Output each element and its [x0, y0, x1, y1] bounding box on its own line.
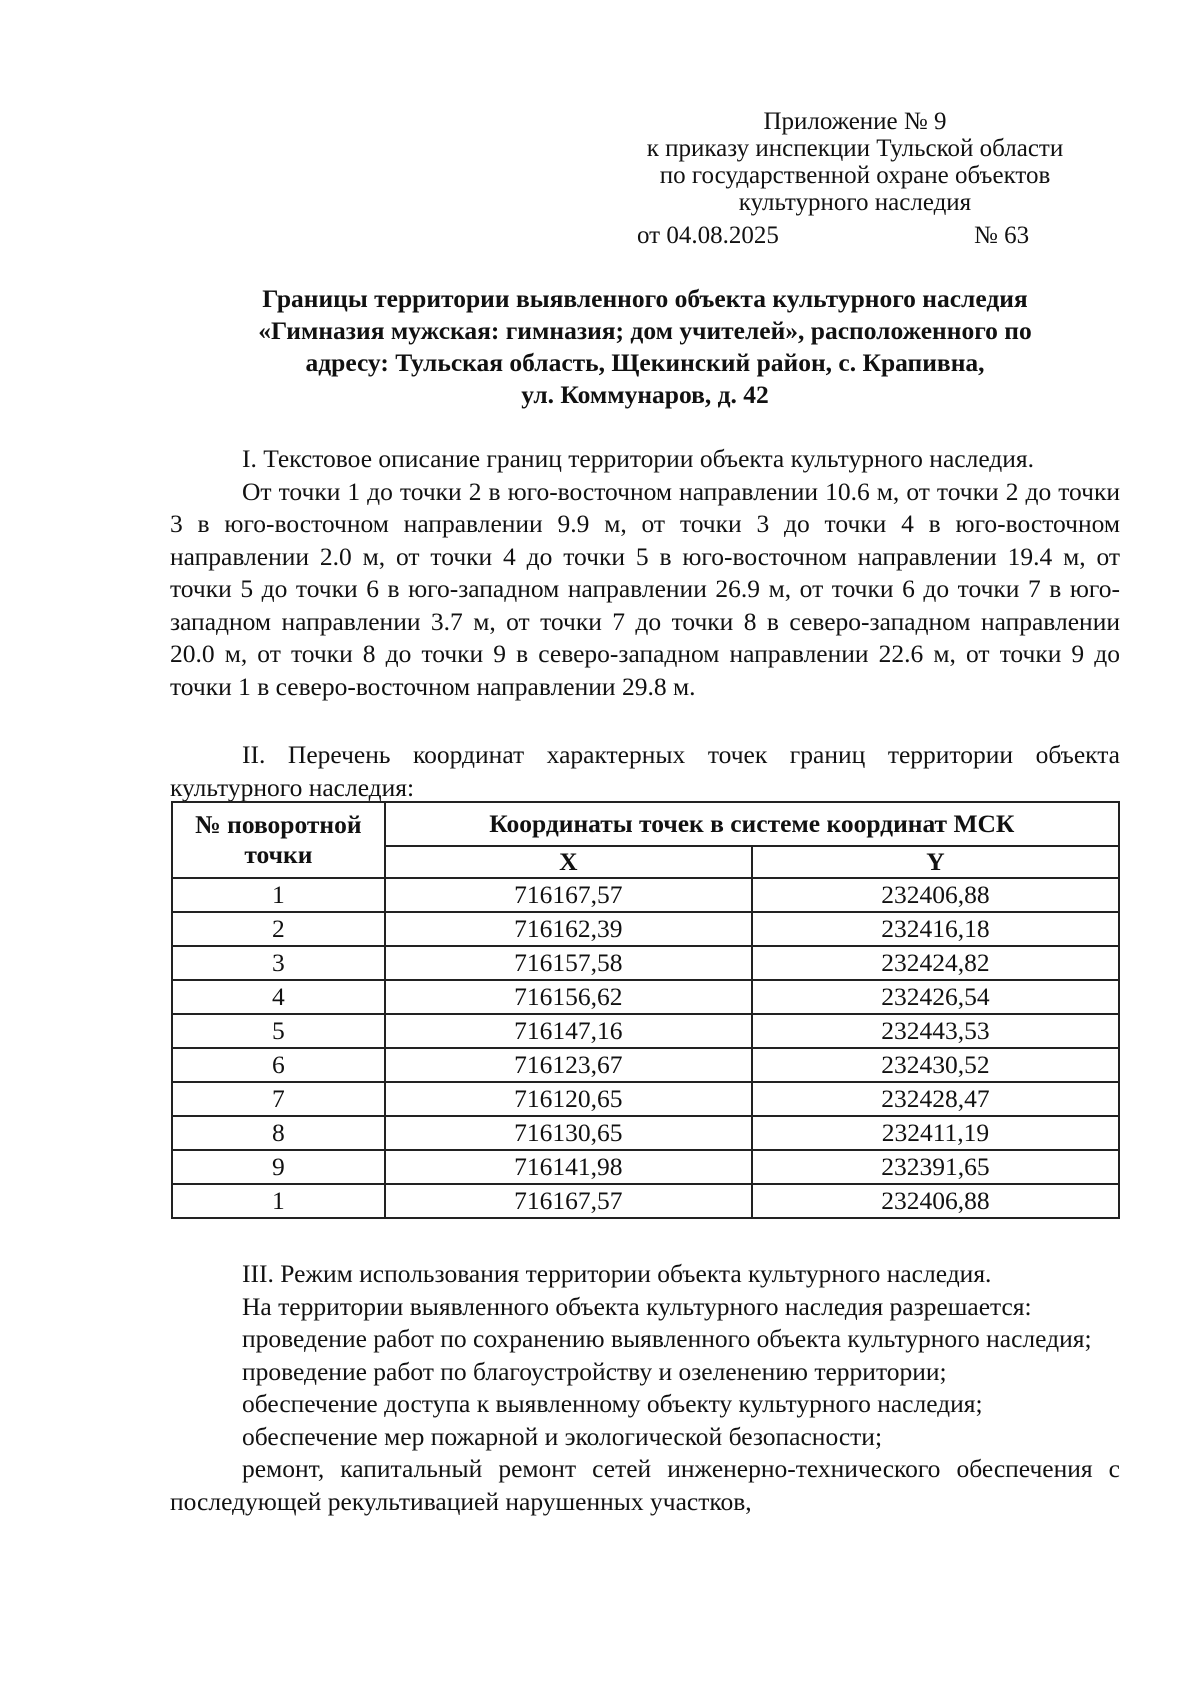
table-row [172, 912, 1119, 946]
section-1-text: От точки 1 до точки 2 в юго-восточном направлении 10.6 м, от точки 2 до точки 3 в юго-восточном направлении 9.9 м, от точки 3 до точки 4 в юго-восточном направлении 2.0 м, от точки 4 до точки 5 в юго-восточном направлении 19.4 м, от точки 5 до точки 6 в юго-западном направлении 26.9 м, от точки 6 до точки 7 в юго-западном направлении 3.7 м, от точки 7 до точки 8 в северо-западном направлении 20.0 м, от точки 8 до точки 9 в северо-западном направлении 22.6 м, от точки 9 до точки 1 в северо-восточном направлении 29.8 м. [170, 476, 1120, 701]
point-number: 8 [172, 1116, 385, 1150]
section-1 [170, 443, 1120, 703]
appendix-number: Приложение № 9 [763, 108, 947, 135]
point-number: 2 [172, 912, 385, 946]
coord-y: 232428,47 [752, 1082, 1119, 1116]
point-number: 6 [172, 1048, 385, 1082]
document-title [170, 283, 1120, 411]
section-2 [170, 739, 1120, 804]
col-header-point: № поворотной точки [172, 802, 385, 878]
table-row [172, 946, 1119, 980]
section-3-heading: III. Режим использования территории объекта культурного наследия. [242, 1259, 992, 1288]
point-number: 5 [172, 1014, 385, 1048]
table-row [172, 980, 1119, 1014]
section-3 [170, 1258, 1120, 1518]
order-date-number [637, 222, 1037, 250]
point-number: 4 [172, 980, 385, 1014]
section-1-heading: I. Текстовое описание границ территории объекта культурного наследия. [242, 444, 1035, 473]
col-header-y: Y [752, 846, 1119, 878]
allowed-item: ремонт, капитальный ремонт сетей инженерно-технического обеспечения с последующей рекультивацией нарушенных участков, [170, 1454, 1120, 1516]
point-number: 9 [172, 1150, 385, 1184]
allowed-item: обеспечение мер пожарной и экологической безопасности; [242, 1421, 883, 1451]
appendix-org-line-2: культурного наследия [738, 189, 972, 216]
coord-x: 716130,65 [385, 1116, 752, 1150]
appendix-org-line: по государственной охране объектов [659, 162, 1051, 189]
coord-y: 232406,88 [752, 1184, 1119, 1218]
table-row [172, 1150, 1119, 1184]
coord-x: 716156,62 [385, 980, 752, 1014]
appendix-order-line: к приказу инспекции Тульской области [646, 135, 1064, 162]
point-number: 7 [172, 1082, 385, 1116]
coord-x: 716147,16 [385, 1014, 752, 1048]
coord-x: 716123,67 [385, 1048, 752, 1082]
col-header-x: X [385, 846, 752, 878]
title-line: ул. Коммунаров, д. 42 [521, 380, 769, 409]
table-row [172, 878, 1119, 912]
title-line: Границы территории выявленного объекта культурного наследия [262, 284, 1028, 313]
coord-y: 232416,18 [752, 912, 1119, 946]
allowed-item: проведение работ по благоустройству и озеленению территории; [242, 1356, 947, 1386]
table-row [172, 1184, 1119, 1218]
point-number: 3 [172, 946, 385, 980]
coord-y: 232426,54 [752, 980, 1119, 1014]
point-number: 1 [172, 1184, 385, 1218]
allowed-item: обеспечение доступа к выявленному объекту культурного наследия; [242, 1389, 983, 1418]
allowed-item: проведение работ по сохранению выявленного объекта культурного наследия; [242, 1324, 1092, 1353]
coordinates-table [171, 801, 1120, 1219]
title-line: адресу: Тульская область, Щекинский район, с. Крапивна, [305, 348, 985, 377]
table-row [172, 1048, 1119, 1082]
table-row [172, 1116, 1119, 1150]
order-date: от 04.08.2025 [637, 222, 779, 249]
title-line: «Гимназия мужская: гимназия; дом учителей», расположенного по [258, 316, 1032, 345]
coord-x: 716167,57 [385, 878, 752, 912]
coord-x: 716120,65 [385, 1082, 752, 1116]
coord-x: 716167,57 [385, 1184, 752, 1218]
order-number: № 63 [974, 222, 1030, 249]
appendix-header [590, 108, 1120, 216]
coord-x: 716162,39 [385, 912, 752, 946]
section-2-heading: II. Перечень координат характерных точек границ территории объекта культурного наследия: [170, 740, 1120, 802]
table-row [172, 1082, 1119, 1116]
point-number: 1 [172, 878, 385, 912]
coord-y: 232424,82 [752, 946, 1119, 980]
table-row [172, 1014, 1119, 1048]
coord-x: 716141,98 [385, 1150, 752, 1184]
coord-y: 232430,52 [752, 1048, 1119, 1082]
coord-y: 232406,88 [752, 878, 1119, 912]
coord-x: 716157,58 [385, 946, 752, 980]
coord-y: 232443,53 [752, 1014, 1119, 1048]
coord-y: 232411,19 [752, 1116, 1119, 1150]
col-header-coords: Координаты точек в системе координат МСК [385, 802, 1119, 846]
coord-y: 232391,65 [752, 1150, 1119, 1184]
section-3-intro: На территории выявленного объекта культурного наследия разрешается: [242, 1291, 1032, 1321]
